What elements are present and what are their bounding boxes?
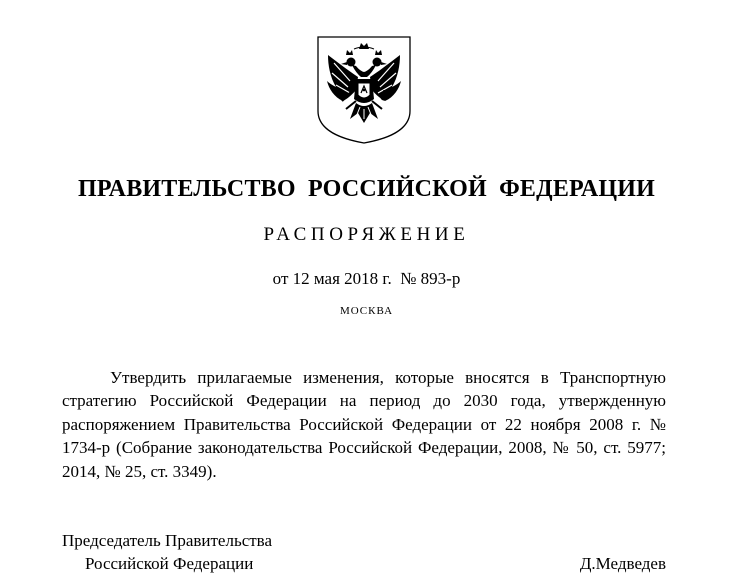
document-date-number: от 12 мая 2018 г. № 893-р: [272, 269, 461, 288]
government-title: ПРАВИТЕЛЬСТВО РОССИЙСКОЙ ФЕДЕРАЦИИ: [78, 176, 655, 202]
coat-of-arms-emblem: [316, 35, 412, 145]
russian-coat-of-arms-icon: [316, 35, 412, 145]
signatory-title-line2: Российской Федерации: [85, 554, 254, 573]
signatory-title-line1: Председатель Правительства: [62, 531, 273, 550]
document-type-heading: РАСПОРЯЖЕНИЕ: [263, 224, 470, 245]
signatory-name: Д.Медведев: [579, 554, 666, 573]
document-city: МОСКВА: [339, 305, 394, 317]
order-paragraph: Утвердить прилагаемые изменения, которые вносятся в Транспортную стратегию Российской Федерации на период до 2030 года, утвержденную распоряжением Правительства Российской Федерации от 22 ноября 2008 г. № 1734-р (Собрание законодательства Российской Федерации, 2008, № 50, ст. 5977; 2014, № 25, ст. 3349).: [62, 368, 666, 481]
